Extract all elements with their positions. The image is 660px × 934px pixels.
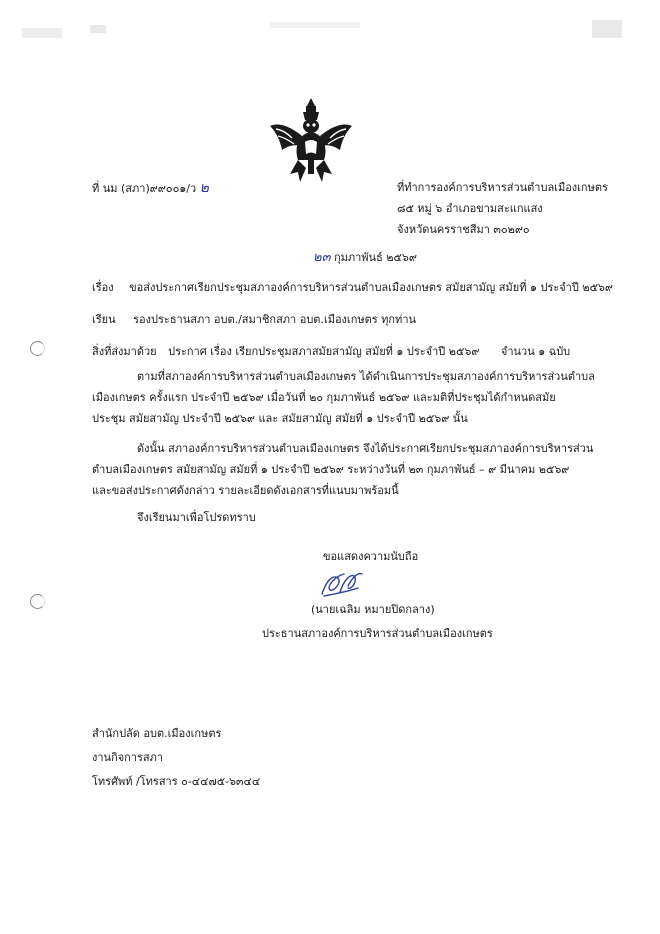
paragraph-line: ตามที่สภาองค์การบริหารส่วนตำบลเมืองเกษตร ได้ดำเนินการประชุมสภาองค์การบริหารส่วนตำบล	[137, 370, 595, 383]
scan-artifact	[90, 25, 106, 33]
paragraph-line: ตำบลเมืองเกษตร สมัยสามัญ สมัยที่ ๑ ประจำปี ๒๕๖๙ ระหว่างวันที่ ๒๓ กุมภาพันธ์ – ๙ มีนาคม ๒๕๖๙	[92, 463, 570, 476]
recipient-label: เรียน	[92, 313, 116, 326]
letter-date	[313, 246, 417, 267]
footer-phone: โทรศัพท์ /โทรสาร ๐-๔๔๗๕-๖๓๔๔	[92, 775, 261, 788]
reference-number-text: ที่ นม (สภา)๙๙๐๐๑/ว	[92, 182, 197, 195]
date-rest: กุมภาพันธ์ ๒๕๖๙	[333, 251, 417, 264]
paragraph-line: และขอส่งประกาศดังกล่าว รายละเอียดดังเอกสารที่แนบมาพร้อมนี้	[92, 484, 399, 497]
signature-icon	[318, 568, 364, 600]
paragraph-line: ประชุม สมัยสามัญ ประจำปี ๒๕๖๙ และ สมัยสามัญ สมัยที่ ๑ ประจำปี ๒๕๖๙ นั้น	[92, 412, 468, 425]
paragraph-background	[92, 366, 595, 429]
footer-department: สำนักปลัด อบต.เมืองเกษตร	[92, 727, 222, 740]
recipient-text: รองประธานสภา อบต./สมาชิกสภา อบต.เมืองเกษตร ทุกท่าน	[133, 313, 417, 326]
paragraph-announcement	[92, 438, 593, 501]
footer-section: งานกิจการสภา	[92, 751, 164, 764]
office-province: จังหวัดนครราชสีมา ๓๐๒๙๐	[397, 223, 530, 236]
scan-artifact	[270, 22, 360, 28]
enclosure-label: สิ่งที่ส่งมาด้วย	[92, 345, 157, 358]
salutation: ขอแสดงความนับถือ	[323, 550, 419, 563]
garuda-emblem-icon	[268, 96, 354, 184]
office-address-line: ๘๕ หมู่ ๖ อำเภอขามสะแกแสง	[397, 202, 543, 215]
paragraph-line: เมืองเกษตร ครั้งแรก ประจำปี ๒๕๖๙ เมื่อวันที่ ๒๐ กุมภาพันธ์ ๒๕๖๙ และมติที่ประชุมได้กำหนดสมัย	[92, 391, 556, 404]
enclosure-quantity: จำนวน ๑ ฉบับ	[500, 345, 571, 358]
closing-request: จึงเรียนมาเพื่อโปรดทราบ	[137, 511, 256, 524]
office-name: ที่ทำการองค์การบริหารส่วนตำบลเมืองเกษตร	[397, 181, 608, 194]
date-day-handwritten: ๒๓	[313, 250, 331, 265]
enclosure-line	[92, 342, 570, 360]
subject-label: เรื่อง	[92, 281, 114, 294]
reference-number-handwritten: ๒	[199, 180, 209, 196]
enclosure-text: ประกาศ เรื่อง เรียกประชุมสภาสมัยสามัญ สมัยที่ ๑ ประจำปี ๒๕๖๙	[168, 345, 480, 358]
paragraph-line: ดังนั้น สภาองค์การบริหารส่วนตำบลเมืองเกษตร จึงได้ประกาศเรียกประชุมสภาองค์การบริหารส่วน	[137, 442, 594, 455]
subject-line	[92, 278, 613, 296]
footer-contact	[92, 722, 260, 794]
scan-artifact	[22, 28, 62, 38]
office-address	[397, 177, 608, 240]
scan-artifact	[592, 20, 622, 38]
signer-title: ประธานสภาองค์การบริหารส่วนตำบลเมืองเกษตร	[262, 627, 493, 640]
punch-hole-icon	[30, 341, 45, 356]
subject-text: ขอส่งประกาศเรียกประชุมสภาองค์การบริหารส่วนตำบลเมืองเกษตร สมัยสามัญ สมัยที่ ๑ ประจำปี ๒๕๖๙	[129, 281, 613, 294]
signer-name: (นายเฉลิม หมายปิดกลาง)	[311, 603, 435, 616]
reference-number	[92, 177, 209, 199]
punch-hole-icon	[30, 594, 45, 609]
recipient-line	[92, 310, 416, 328]
